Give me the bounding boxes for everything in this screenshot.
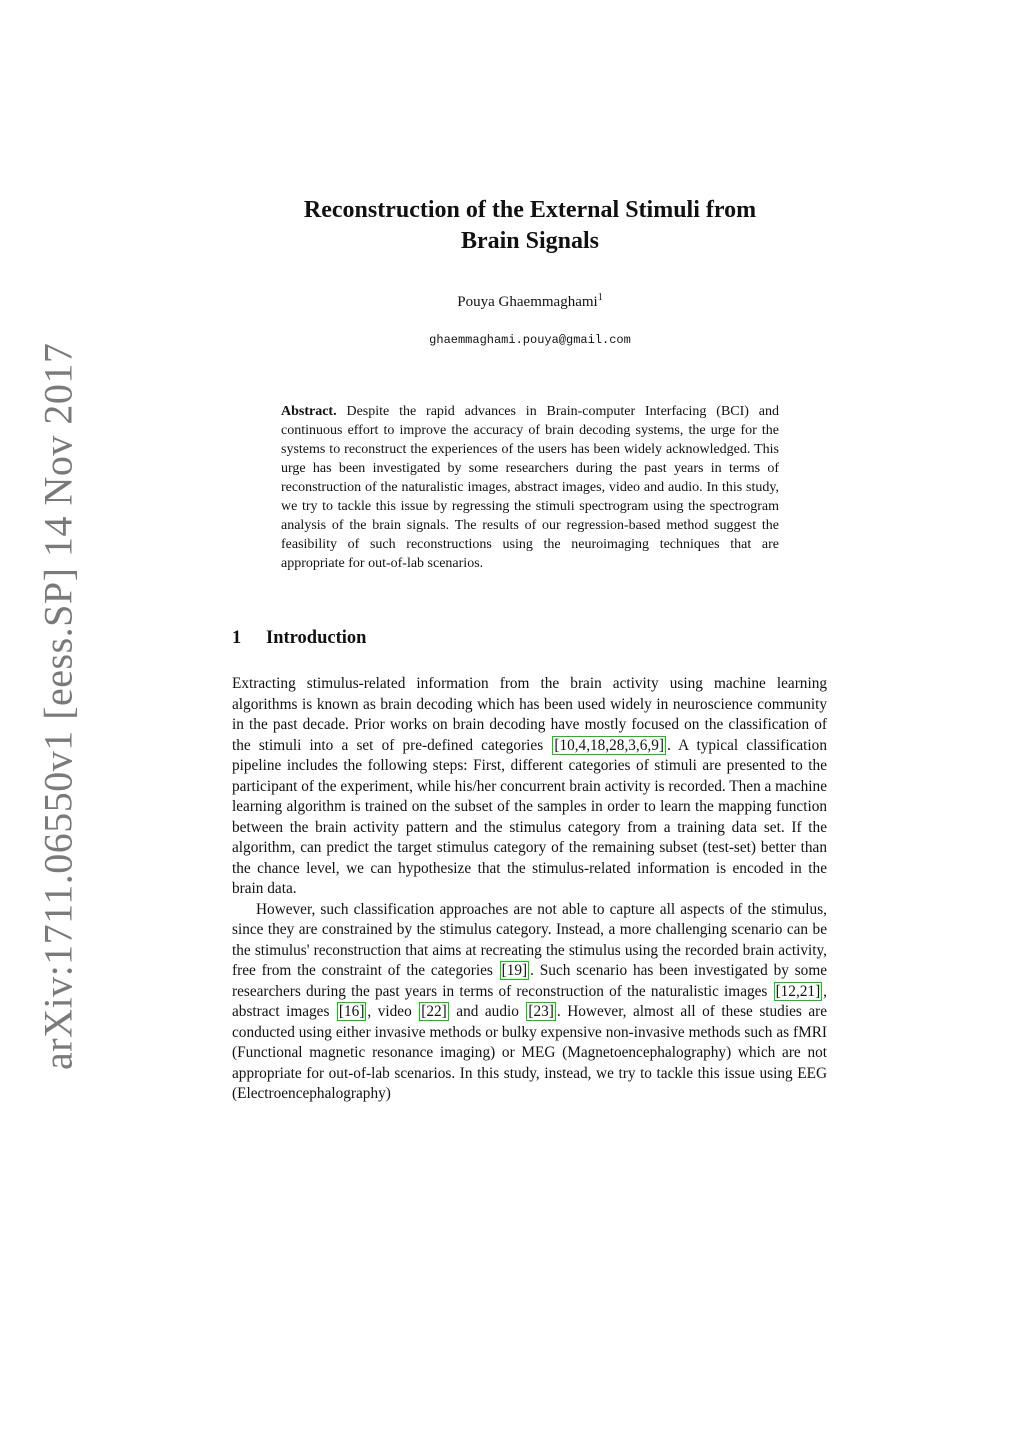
paragraph-text: . Such scenario has been investigated by some researchers during the past years in terms of reconstruction of the naturalistic images bbox=[232, 962, 828, 1000]
paper-title: Reconstruction of the External Stimuli from Brain Signals bbox=[303, 197, 757, 254]
paragraph-text: , abstract images bbox=[232, 982, 827, 1020]
author-email: ghaemmaghami.pouya@gmail.com bbox=[429, 333, 631, 347]
abstract-text: Despite the rapid advances in Brain-computer Interfacing (BCI) and continuous effort to improve the accuracy of brain decoding systems, the urge for the systems to reconstruct the experiences of the users has been widely acknowledged. This urge has been investigated by some researchers during the past years in terms of reconstruction of the naturalistic images, abstract images, video and audio. In this study, we try to tackle this issue by regressing the stimuli spectrogram using the spectrogram analysis of the brain signals. The results of our regression-based method suggest the feasibility of such reconstructions using the neuroimaging techniques that are appropriate for out-of-lab scenarios. bbox=[281, 404, 780, 571]
author-affiliation-mark: 1 bbox=[597, 292, 603, 303]
citation-link[interactable]: [16] bbox=[338, 1003, 365, 1020]
paragraph-text: However, such classification approaches are not able to capture all aspects of the stimulus, since they are constrained by the stimulus category. Instead, a more challenging scenario can be the stimulus' reconstruction that aims at recreating the stimulus using the recorded brain activity, free from the constraint of the categories bbox=[232, 900, 827, 979]
section-title: Introduction bbox=[266, 628, 367, 648]
author-name: Pouya Ghaemmaghami bbox=[457, 294, 598, 310]
introduction-body bbox=[232, 674, 827, 1105]
abstract bbox=[281, 402, 779, 573]
paragraph-text: and audio bbox=[449, 1003, 526, 1020]
section-number: 1 bbox=[232, 628, 242, 648]
citation-link[interactable]: [12,21] bbox=[775, 982, 821, 1000]
section-heading bbox=[232, 628, 632, 649]
abstract-label: Abstract. bbox=[281, 404, 337, 419]
citation-link[interactable]: [19] bbox=[501, 962, 528, 979]
citation-link[interactable]: [23] bbox=[528, 1003, 554, 1020]
paragraph bbox=[232, 900, 827, 1105]
paragraph-text: . However, almost all of these studies are conducted using either invasive methods or bulky expensive non-invasive methods such as fMRI (Functional magnetic resonance imaging) or MEG (Magnetoencephalography) which are not appropriate for out-of-lab scenarios. In this study, instead, we try to tackle this issue using EEG (Electroencephalography) bbox=[232, 1003, 827, 1102]
paragraph-text: , video bbox=[367, 1003, 419, 1020]
paragraph bbox=[232, 674, 827, 900]
citation-link[interactable]: [22] bbox=[421, 1003, 447, 1020]
arxiv-identifier-stamp: arXiv:1711.06550v1 [eess.SP] 14 Nov 2017 bbox=[35, 342, 81, 1070]
paragraph-text: . A typical classification pipeline includes the following steps: First, different categories of stimuli are presented to the participant of the experiment, while his/her concurrent brain activity is recorded. Then a machine learning algorithm is trained on the subset of the samples in order to learn the mapping function between the brain activity pattern and the stimulus category from a training data set. If the algorithm, can predict the target stimulus category of the remaining subset (test-set) better than the chance level, we can hypothesize that the stimulus-related information is encoded in the brain data. bbox=[232, 736, 827, 897]
paragraph-text: Extracting stimulus-related information from the brain activity using machine learning algorithms is known as brain decoding which has been used widely in neuroscience community in the past decade. Prior works on brain decoding have mostly focused on the classification of the stimuli into a set of pre-defined categories bbox=[232, 675, 827, 754]
author-line bbox=[200, 292, 860, 311]
citation-link[interactable]: [10,4,18,28,3,6,9] bbox=[554, 736, 664, 754]
